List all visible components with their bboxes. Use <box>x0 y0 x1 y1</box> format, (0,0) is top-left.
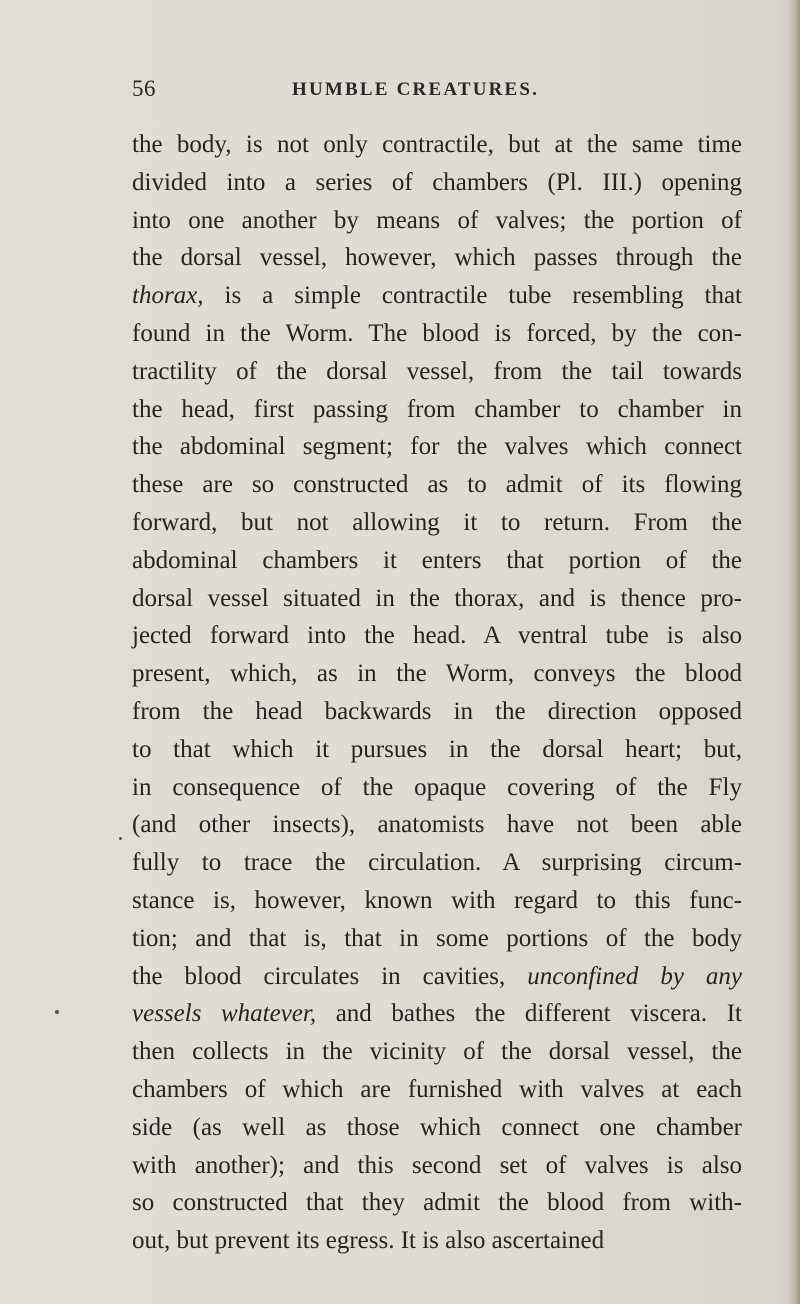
italic-phrase: unconfined by any <box>527 962 742 990</box>
text-line: present, which, as in the Worm, conveys the blood <box>132 660 742 688</box>
text-line: dorsal vessel situated in the thorax, and is thence pro- <box>132 584 742 612</box>
text-span: the blood circulates in cavities, <box>132 962 528 990</box>
text-line <box>132 995 742 1033</box>
page-header <box>0 76 800 106</box>
body-text <box>132 126 742 1260</box>
text-line: tion; and that is, that in some portions of the body <box>132 924 742 952</box>
text-line: into one another by means of valves; the portion of <box>132 206 742 234</box>
text-line: in consequence of the opaque covering of the Fly <box>132 773 742 801</box>
italic-phrase: vessels whatever, <box>132 1000 317 1028</box>
text-line: side (as well as those which connect one chamber <box>132 1113 742 1141</box>
text-line: then collects in the vicinity of the dorsal vessel, the <box>132 1038 742 1066</box>
text-line: forward, but not allowing it to return. From the <box>132 508 742 536</box>
text-line: with another); and this second set of valves is also <box>132 1151 742 1179</box>
text-line: the dorsal vessel, however, which passes through the <box>132 244 742 272</box>
text-line: the body, is not only contractile, but at the same time <box>132 131 742 158</box>
text-line: (and other insects), anatomists have not been able <box>132 811 742 839</box>
page-number: 56 <box>132 76 156 101</box>
text-line: the abdominal segment; for the valves which connect <box>132 433 742 461</box>
text-line: stance is, however, known with regard to this func- <box>132 886 742 914</box>
text-line: fully to trace the circulation. A surprising circum- <box>132 849 742 877</box>
italic-term: thorax, <box>132 282 204 310</box>
page-edge-shadow <box>788 0 800 1304</box>
text-span: is a simple contractile tube resembling that <box>203 282 742 310</box>
text-line: to that which it pursues in the dorsal heart; but, <box>132 735 742 763</box>
text-line: abdominal chambers it enters that portion of the <box>132 546 742 574</box>
text-span: and bathes the different viscera. It <box>316 1000 742 1028</box>
running-title: HUMBLE CREATURES. <box>292 79 540 100</box>
text-line: so constructed that they admit the blood from with- <box>132 1189 742 1217</box>
text-line: the head, first passing from chamber to chamber in <box>132 395 742 423</box>
text-line: divided into a series of chambers (Pl. III.) opening <box>132 168 742 196</box>
text-line: found in the Worm. The blood is forced, by the con- <box>132 319 742 347</box>
text-line <box>132 958 742 996</box>
text-line: chambers of which are furnished with valves at each <box>132 1075 742 1103</box>
text-line: jected forward into the head. A ventral tube is also <box>132 622 742 650</box>
text-line: these are so constructed as to admit of its flowing <box>132 471 742 499</box>
text-line: tractility of the dorsal vessel, from the tail towards <box>132 357 742 385</box>
text-line <box>132 277 742 315</box>
print-speck <box>55 1010 59 1014</box>
text-line: out, but prevent its egress. It is also ascertained <box>132 1227 605 1255</box>
text-line: from the head backwards in the direction opposed <box>132 697 742 725</box>
print-speck <box>119 837 122 840</box>
